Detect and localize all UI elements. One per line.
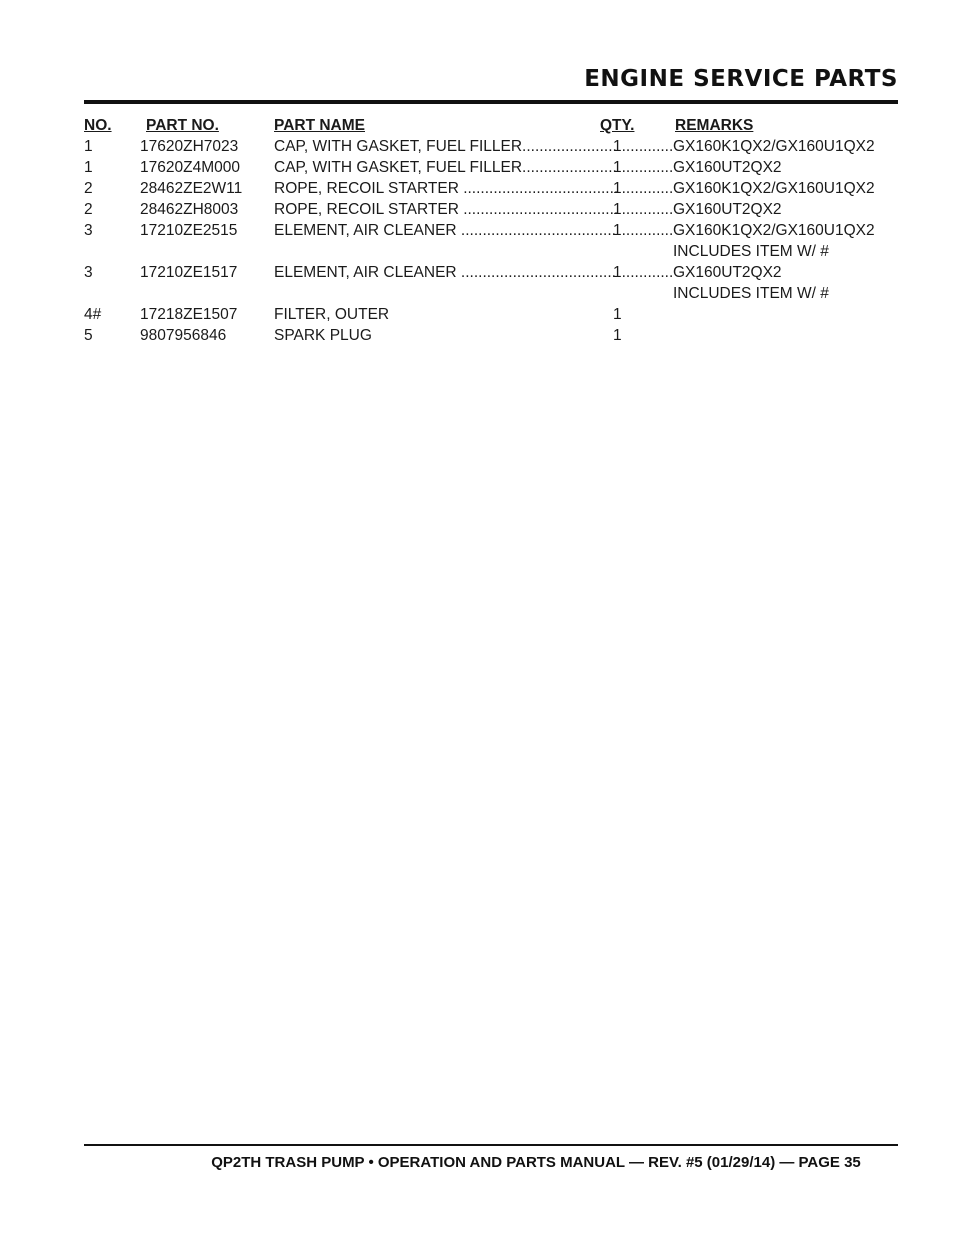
row-qty: 1............ — [613, 201, 674, 218]
row-remarks: GX160UT2QX2 — [673, 159, 782, 176]
row-part-no: 17620ZH7023 — [140, 138, 239, 155]
row-remarks: GX160UT2QX2 — [673, 201, 782, 218]
footer-rule — [84, 1144, 898, 1146]
header-part-name: PART NAME — [274, 117, 365, 134]
row-qty: 1 — [613, 327, 622, 344]
page-title: ENGINE SERVICE PARTS — [584, 66, 898, 92]
row-no: 3 — [84, 222, 93, 239]
row-no: 2 — [84, 180, 93, 197]
row-qty: 1............ — [613, 138, 674, 155]
table-row — [84, 199, 898, 220]
row-no: 1 — [84, 159, 93, 176]
header-no: NO. — [84, 117, 112, 134]
row-qty: 1 — [613, 306, 622, 323]
table-header-row — [84, 115, 898, 136]
row-no: 1 — [84, 138, 93, 155]
title-rule — [84, 100, 898, 104]
row-remarks: GX160UT2QX2 — [673, 264, 782, 281]
table-row — [84, 304, 898, 325]
row-qty: 1............ — [613, 180, 674, 197]
page-footer: QP2TH TRASH PUMP • OPERATION AND PARTS MANUAL — REV. #5 (01/29/14) — PAGE 35 — [211, 1154, 861, 1171]
row-part-no: 9807956846 — [140, 327, 227, 344]
row-remarks: INCLUDES ITEM W/ # — [673, 285, 829, 302]
row-qty: 1............ — [613, 222, 674, 239]
row-part-name: SPARK PLUG — [274, 327, 372, 344]
row-part-name: CAP, WITH GASKET, FUEL FILLER...................... — [274, 138, 617, 155]
row-qty: 1............ — [613, 159, 674, 176]
row-no: 3 — [84, 264, 93, 281]
table-row — [84, 178, 898, 199]
header-part-no: PART NO. — [146, 117, 219, 134]
table-row — [84, 241, 898, 262]
row-part-name: ROPE, RECOIL STARTER .................................... — [274, 201, 619, 218]
row-part-no: 17620Z4M000 — [140, 159, 240, 176]
row-part-name: ELEMENT, AIR CLEANER .................................... — [274, 222, 616, 239]
table-row — [84, 157, 898, 178]
table-row — [84, 262, 898, 283]
row-part-no: 17210ZE1517 — [140, 264, 238, 281]
header-remarks: REMARKS — [675, 117, 754, 134]
row-no: 5 — [84, 327, 93, 344]
row-part-no: 17218ZE1507 — [140, 306, 238, 323]
table-row — [84, 136, 898, 157]
row-part-name: CAP, WITH GASKET, FUEL FILLER...................... — [274, 159, 617, 176]
row-no: 4# — [84, 306, 102, 323]
row-remarks: INCLUDES ITEM W/ # — [673, 243, 829, 260]
table-row — [84, 283, 898, 304]
header-qty: QTY. — [600, 117, 635, 134]
row-part-name: ELEMENT, AIR CLEANER .................................... — [274, 264, 616, 281]
table-row — [84, 325, 898, 346]
row-part-name: ROPE, RECOIL STARTER .................................... — [274, 180, 619, 197]
row-part-no: 28462ZE2W11 — [140, 180, 243, 197]
parts-table — [84, 115, 898, 346]
row-no: 2 — [84, 201, 93, 218]
table-row — [84, 220, 898, 241]
row-remarks: GX160K1QX2/GX160U1QX2 — [673, 222, 875, 239]
row-part-no: 28462ZH8003 — [140, 201, 239, 218]
row-qty: 1............ — [613, 264, 674, 281]
row-remarks: GX160K1QX2/GX160U1QX2 — [673, 180, 875, 197]
row-part-name: FILTER, OUTER — [274, 306, 390, 323]
row-remarks: GX160K1QX2/GX160U1QX2 — [673, 138, 875, 155]
row-part-no: 17210ZE2515 — [140, 222, 238, 239]
